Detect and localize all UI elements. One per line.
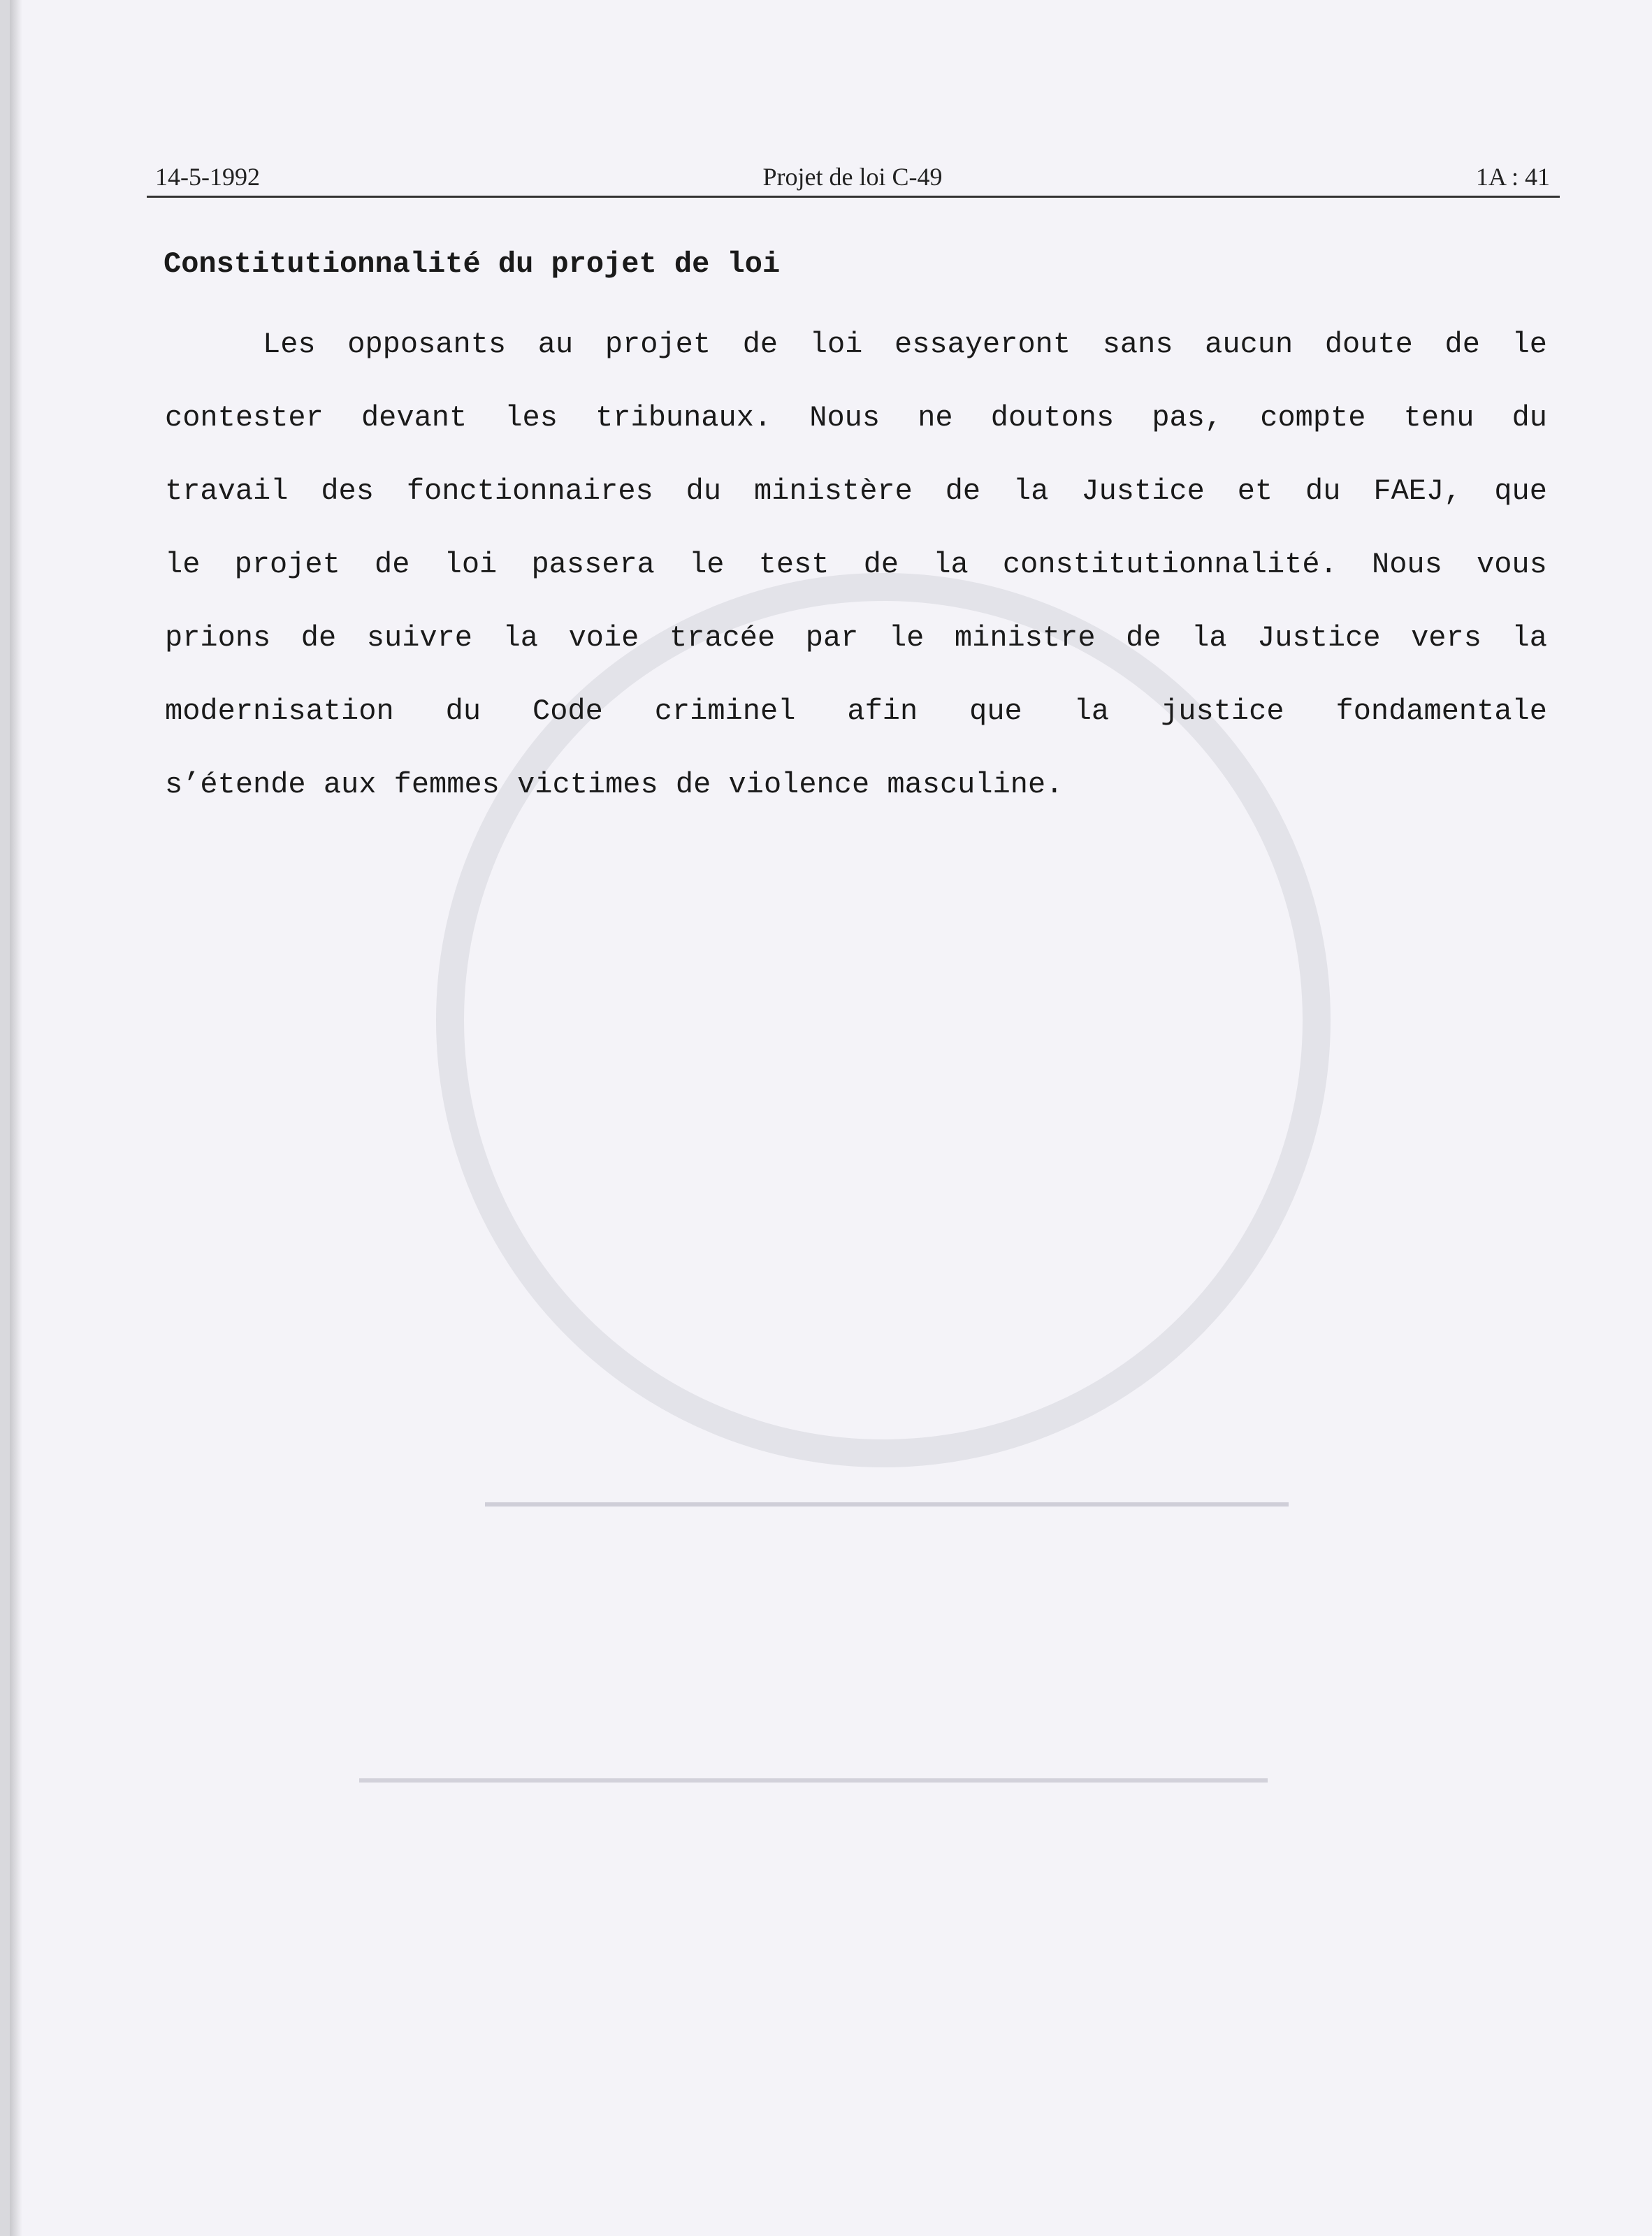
- word: prions: [165, 621, 271, 655]
- word: du: [445, 695, 481, 728]
- word: afin: [847, 695, 918, 728]
- word: Justice: [1257, 621, 1381, 655]
- word: et: [1237, 474, 1273, 508]
- word: le: [689, 548, 725, 581]
- word: au: [537, 328, 574, 361]
- header-title: Projet de loi C-49: [762, 163, 943, 191]
- header-rule: [147, 196, 1560, 198]
- word: sans: [1102, 328, 1173, 361]
- word: constitutionnalité.: [1002, 548, 1338, 581]
- word: pas,: [1152, 401, 1223, 435]
- word: aucun: [1205, 328, 1294, 361]
- word: de: [863, 548, 899, 581]
- body-line: [165, 321, 1547, 395]
- word: de: [742, 328, 778, 361]
- word: ministre: [954, 621, 1096, 655]
- word: tracée: [669, 621, 776, 655]
- word: FAEJ,: [1373, 474, 1462, 508]
- word: opposants: [347, 328, 507, 361]
- word: justice: [1161, 695, 1284, 728]
- word: compte: [1260, 401, 1366, 435]
- word: fondamentale: [1335, 695, 1547, 728]
- word: la: [1512, 621, 1547, 655]
- body-line: [165, 688, 1547, 762]
- word: projet: [234, 548, 340, 581]
- word: de: [375, 548, 410, 581]
- word: vers: [1411, 621, 1481, 655]
- word: Nous: [1372, 548, 1442, 581]
- word: par: [805, 621, 859, 655]
- word: tenu: [1403, 401, 1475, 435]
- word: loi: [444, 548, 498, 581]
- word: test: [758, 548, 829, 581]
- word: du: [1305, 474, 1341, 508]
- header-page-number: 1A : 41: [1475, 163, 1550, 191]
- word: ne: [918, 401, 953, 435]
- word: de: [300, 621, 337, 655]
- word: travail: [165, 474, 289, 508]
- running-header: [147, 158, 1558, 200]
- body-line: [165, 615, 1547, 688]
- word: doute: [1324, 328, 1413, 361]
- word: de: [945, 474, 981, 508]
- word: le: [1512, 328, 1547, 361]
- word: tribunaux.: [595, 401, 772, 435]
- word: que: [969, 695, 1022, 728]
- word: voie: [568, 621, 639, 655]
- word: doutons: [990, 401, 1115, 435]
- word: contester: [165, 401, 324, 435]
- word: la: [1013, 474, 1049, 508]
- word: la: [502, 621, 538, 655]
- word: des: [321, 474, 374, 508]
- word: modernisation: [165, 695, 394, 728]
- page-edge-shadow: [10, 0, 22, 2236]
- body-line: [165, 542, 1547, 615]
- word: la: [933, 548, 969, 581]
- word: devant: [361, 401, 468, 435]
- word: suivre: [366, 621, 473, 655]
- word: Nous: [809, 401, 881, 435]
- word: Les: [263, 328, 316, 361]
- word: le: [888, 621, 925, 655]
- body-line: s’étende aux femmes victimes de violence masculine.: [165, 768, 1064, 801]
- bleed-through-rule: [485, 1502, 1289, 1507]
- word: les: [505, 401, 558, 435]
- header-date: 14-5-1992: [155, 163, 260, 191]
- word: le: [165, 548, 201, 581]
- word: Code: [532, 695, 603, 728]
- word: que: [1494, 474, 1547, 508]
- word: projet: [604, 328, 711, 361]
- word: la: [1073, 695, 1110, 728]
- word: ministère: [753, 474, 913, 508]
- document-page: [10, 0, 1652, 2236]
- section-heading: Constitutionnalité du projet de loi: [164, 247, 781, 281]
- body-line: [165, 395, 1547, 468]
- word: passera: [531, 548, 655, 581]
- word: criminel: [654, 695, 796, 728]
- word: Justice: [1081, 474, 1205, 508]
- bleed-through-rule-lower: [359, 1778, 1268, 1783]
- word: loi: [809, 328, 863, 361]
- word: essayeront: [894, 328, 1071, 361]
- word: de: [1126, 621, 1161, 655]
- word: du: [686, 474, 722, 508]
- word: la: [1191, 621, 1227, 655]
- word: de: [1444, 328, 1480, 361]
- body-line: [165, 468, 1547, 542]
- word: du: [1512, 401, 1547, 435]
- word: fonctionnaires: [406, 474, 653, 508]
- section-body: [165, 321, 1547, 835]
- word: vous: [1477, 548, 1547, 581]
